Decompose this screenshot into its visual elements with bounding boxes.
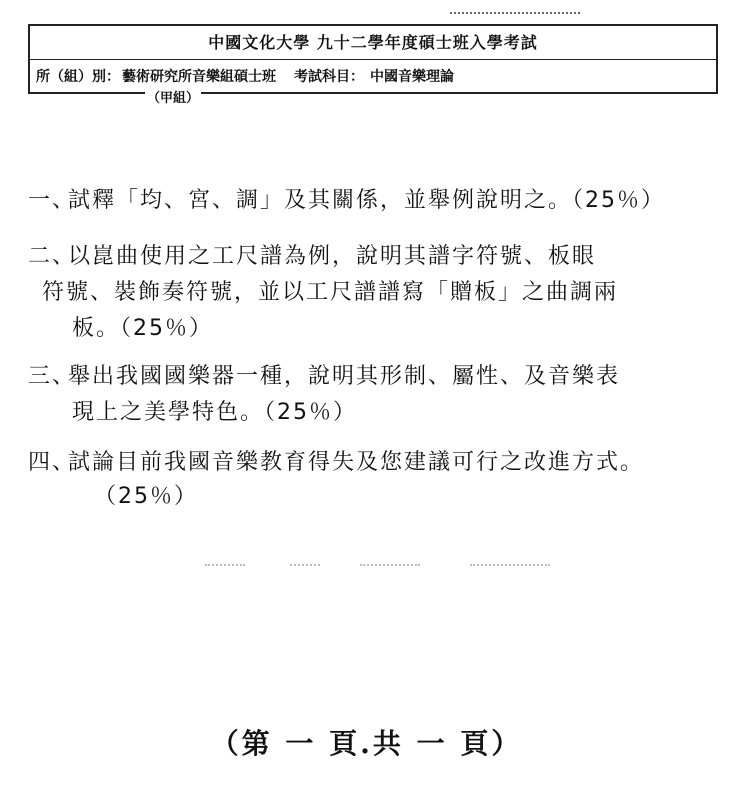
dept-group-note: （甲組）: [145, 87, 201, 106]
question-text-line: 試釋「均、宮、調」及其關係，並舉例說明之。（25％）: [68, 188, 665, 213]
subject-value: 中國音樂理論: [370, 69, 454, 85]
scan-artifact: [205, 564, 245, 568]
exam-header: [28, 24, 718, 94]
exam-info-row: [36, 66, 710, 92]
subject-label: 考試科目：: [294, 69, 364, 85]
question-text-line: 現上之美學特色。（25％）: [72, 400, 357, 425]
scan-artifact: [450, 12, 580, 20]
question-number: 四、: [28, 450, 77, 475]
dept-label: 所（組）別：: [36, 69, 120, 85]
question-number: 一、: [28, 188, 77, 213]
question-text-line: 符號、裝飾奏符號，並以工尺譜譜寫「贈板」之曲調兩: [42, 280, 619, 305]
exam-title: 中國文化大學 九十二學年度碩士班入學考試: [30, 26, 716, 60]
question-text-line: 舉出我國國樂器一種，說明其形制、屬性、及音樂表: [68, 364, 621, 389]
scan-artifact: [360, 564, 420, 568]
question-text-line: （25％）: [94, 484, 198, 509]
scan-artifact: [470, 564, 550, 568]
question-text-line: 試論目前我國音樂教育得失及您建議可行之改進方式。: [68, 450, 645, 475]
question-number: 三、: [28, 364, 77, 389]
page-number: （第 一 頁.共 一 頁）: [210, 727, 523, 760]
question-text-line: 板。（25％）: [72, 316, 213, 341]
question-text-line: 以崑曲使用之工尺譜為例，說明其譜字符號、板眼: [68, 244, 597, 269]
question-number: 二、: [28, 244, 77, 269]
scan-artifact: [290, 564, 320, 568]
dept-value: 藝術研究所音樂組碩士班: [122, 69, 276, 85]
